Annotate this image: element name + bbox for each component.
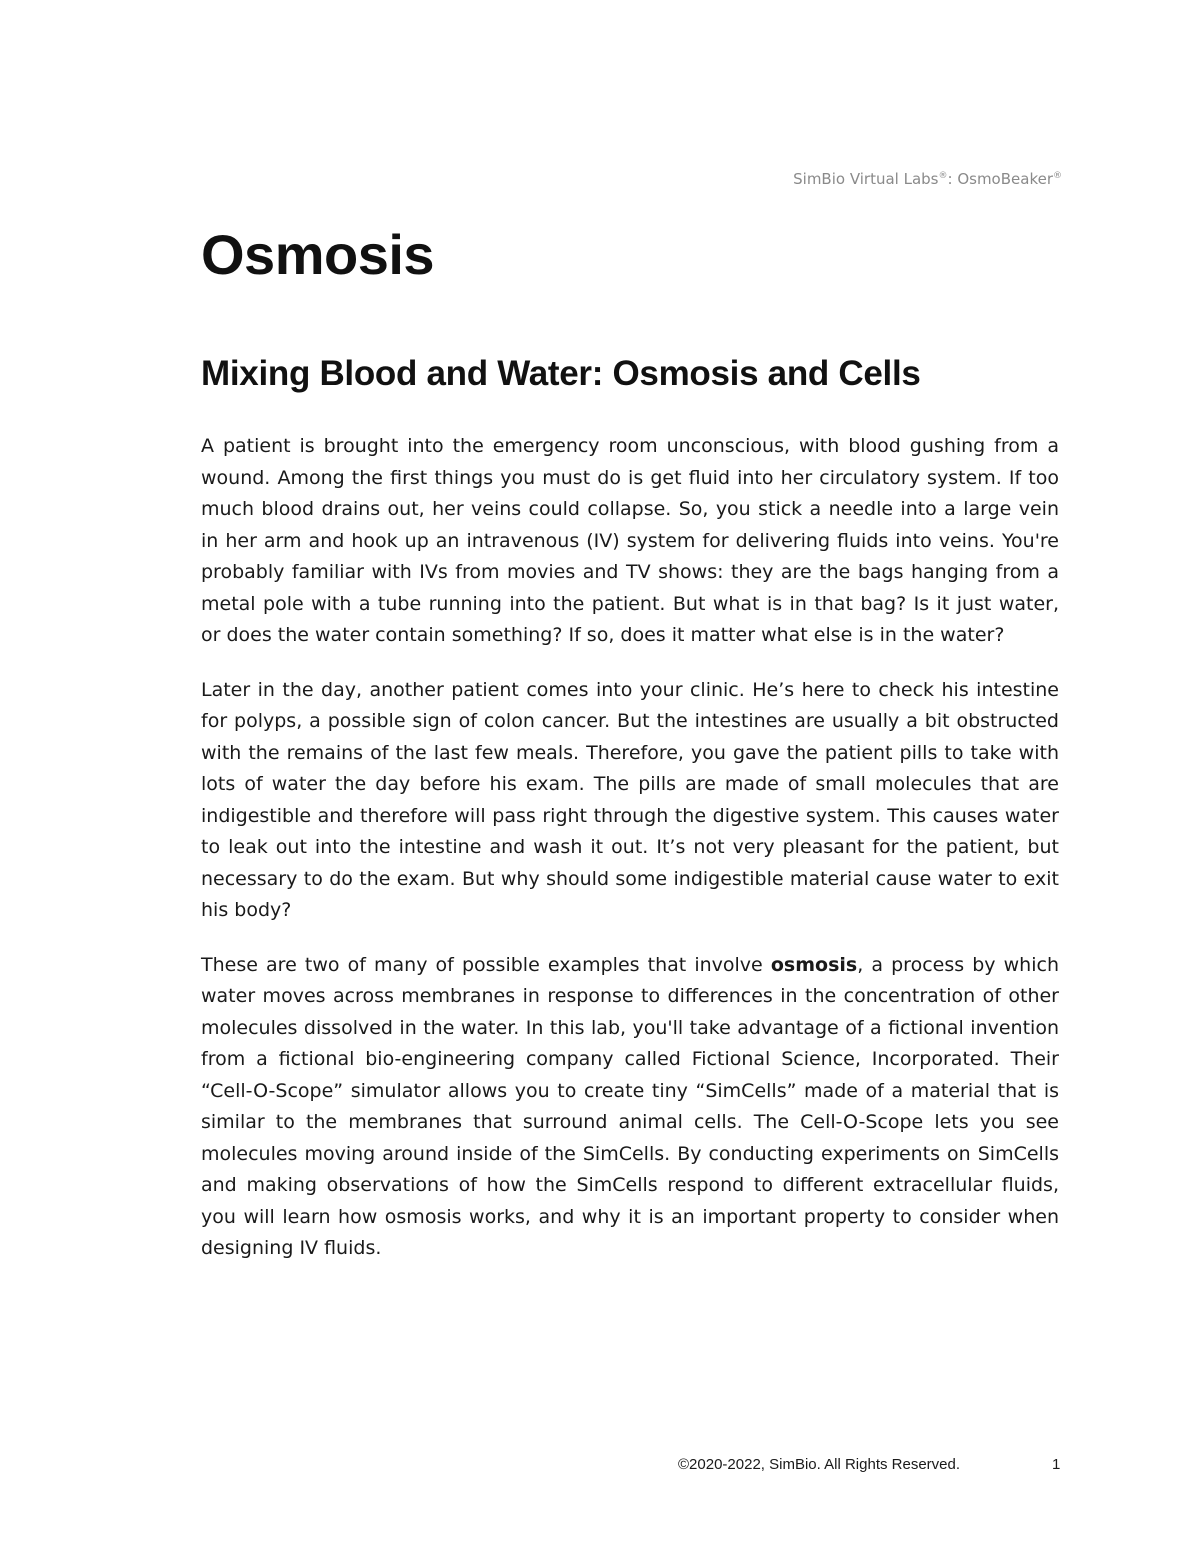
emphasized-term: osmosis xyxy=(770,953,858,976)
paragraph-text: These are two of many of possible examples that involve xyxy=(201,953,771,976)
body-text xyxy=(201,431,1059,1288)
section-heading: Mixing Blood and Water: Osmosis and Cells xyxy=(201,354,921,393)
header-product: OsmoBeaker xyxy=(957,170,1053,188)
registered-mark: ® xyxy=(938,171,948,181)
header-separator: : xyxy=(947,170,958,188)
paragraph-text: , a process by which water moves across membranes in response to differences in the concentration of other molecules dissolved in the water. In this lab, you'll take advantage of a fictional invention from a fictional bio-engineering company called Fictional Science, Incorporated. Their “Cell-O-Scope” simulator allows you to create tiny “SimCells” made of a material that is similar to the membranes that surround animal cells. The Cell-O-Scope lets you see molecules moving around inside of the SimCells. By conducting experiments on SimCells and making observations of how the SimCells respond to different extracellular fluids, you will learn how osmosis works, and why it is an important property to consider when designing IV fluids. xyxy=(201,953,1059,1259)
page-number: 1 xyxy=(1052,1456,1061,1473)
paragraph: Later in the day, another patient comes into your clinic. He’s here to check his intestine for polyps, a possible sign of colon cancer. But the intestines are usually a bit obstructed with the remains of the last few meals. Therefore, you gave the patient pills to take with lots of water the day before his exam. The pills are made of small molecules that are indigestible and therefore will pass right through the digestive system. This causes water to leak out into the intestine and wash it out. It’s not very pleasant for the patient, but necessary to do the exam. But why should some indigestible material cause water to exit his body? xyxy=(201,678,1059,921)
header-brand: SimBio Virtual Labs xyxy=(793,170,939,188)
paragraph: A patient is brought into the emergency room unconscious, with blood gushing from a wound. Among the first things you must do is get fluid into her circulatory system. If too much blood drains out, her veins could collapse. So, you stick a needle into a large vein in her arm and hook up an intravenous (IV) system for delivering fluids into veins. You're probably familiar with IVs from movies and TV shows: they are the bags hanging from a metal pole with a tube running into the patient. But what is in that bag? Is it just water, or does the water contain something? If so, does it matter what else is in the water? xyxy=(201,435,1059,646)
registered-mark: ® xyxy=(1053,171,1062,181)
running-header xyxy=(793,170,1062,188)
paragraph xyxy=(201,950,1059,1265)
copyright-notice: ©2020-2022, SimBio. All Rights Reserved. xyxy=(678,1456,961,1473)
document-title: Osmosis xyxy=(201,223,435,286)
